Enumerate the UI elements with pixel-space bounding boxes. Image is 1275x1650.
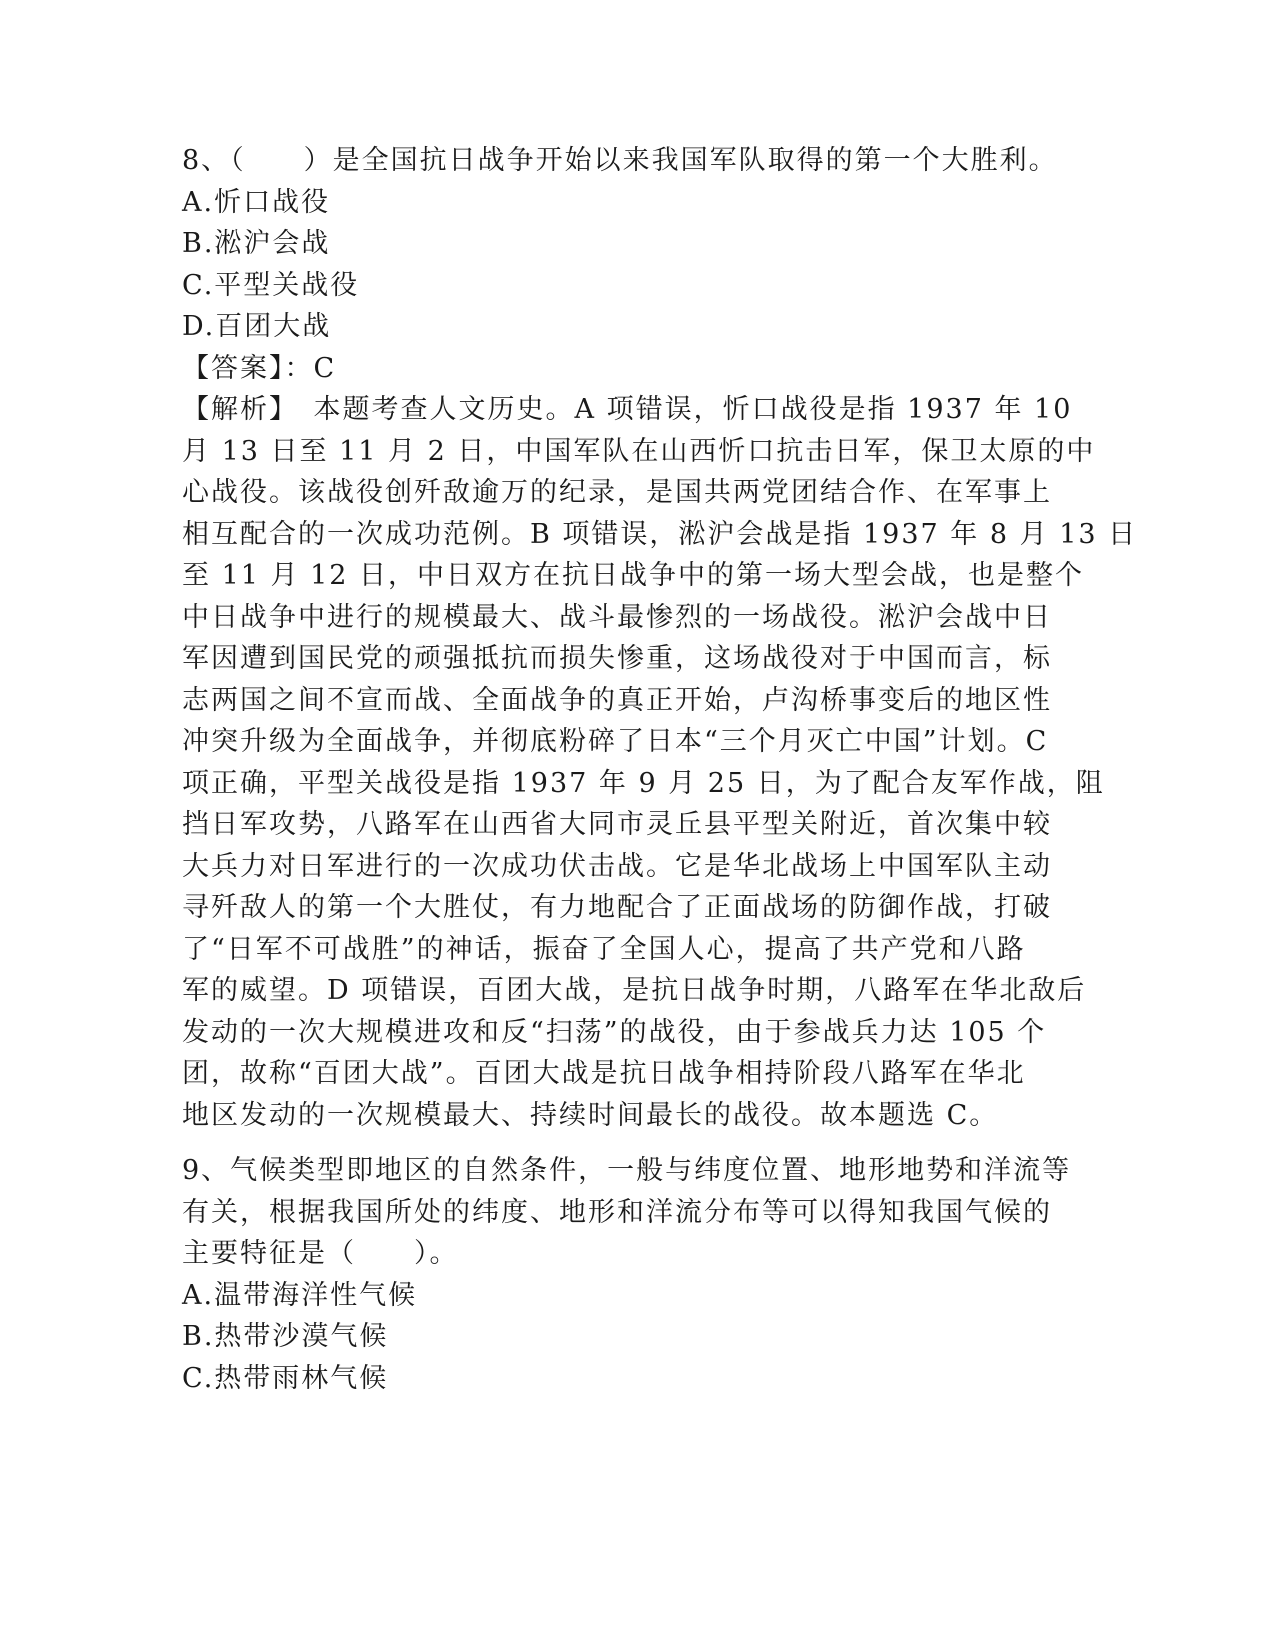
analysis-line: 月 13 日至 11 月 2 日，中国军队在山西忻口抗击日军，保卫太原的中 [182,435,1096,467]
analysis-line: 大兵力对日军进行的一次成功伏击战。它是华北战场上中国军队主动 [182,850,1052,882]
analysis-line: 团，故称“百团大战”。百团大战是抗日战争相持阶段八路军在华北 [182,1058,1026,1089]
analysis-line: 冲突升级为全面战争，并彻底粉碎了日本“三个月灭亡中国”计划。C [182,726,1049,757]
analysis-line: 军的威望。D 项错误，百团大战，是抗日战争时期，八路军在华北敌后 [182,975,1087,1006]
analysis-line: 地区发动的一次规模最大、持续时间最长的战役。故本题选 C。 [182,1099,999,1131]
question-stem-line: 主要特征是（ ）。 [182,1238,459,1269]
question-8 [182,140,1138,1136]
document-page [182,140,1138,1399]
option-c: C.热带雨林气候 [182,1362,389,1394]
analysis-line: 项正确，平型关战役是指 1937 年 9 月 25 日，为了配合友军作战，阻 [182,767,1105,799]
analysis-line: 心战役。该战役创歼敌逾万的纪录，是国共两党团结合作、在军事上 [182,477,1052,508]
option-a: A.温带海洋性气候 [182,1279,418,1311]
analysis-line: 志两国之间不宣而战、全面战争的真正开始，卢沟桥事变后的地区性 [182,684,1052,716]
question-stem-line: 9、气候类型即地区的自然条件，一般与纬度位置、地形地势和洋流等 [182,1155,1072,1186]
analysis-line: 发动的一次大规模进攻和反“扫荡”的战役，由于参战兵力达 105 个 [182,1016,1047,1048]
answer-line: 【答案】：C [182,352,337,384]
option-c: C.平型关战役 [182,269,360,301]
question-stem: 8、（ ）是全国抗日战争开始以来我国军队取得的第一个大胜利。 [182,145,1058,176]
analysis-line: 至 11 月 12 日，中日双方在抗日战争中的第一场大型会战，也是整个 [182,560,1085,591]
analysis-line: 军因遭到国民党的顽强抵抗而损失惨重，这场战役对于中国而言，标 [182,643,1052,674]
question-stem-line: 有关，根据我国所处的纬度、地形和洋流分布等可以得知我国气候的 [182,1196,1052,1228]
analysis-line: 寻歼敌人的第一个大胜仗，有力地配合了正面战场的防御作战，打破 [182,892,1052,923]
analysis-line: 了“日军不可战胜”的神话，振奋了全国人心，提高了共产党和八路 [182,933,1026,965]
option-d: D.百团大战 [182,311,332,342]
analysis-paragraph [182,389,1138,1136]
option-b: B.热带沙漠气候 [182,1321,389,1352]
analysis-line: 中日战争中进行的规模最大、战斗最惨烈的一场战役。淞沪会战中日 [182,601,1052,633]
analysis-line: 挡日军攻势，八路军在山西省大同市灵丘县平型关附近，首次集中较 [182,809,1052,840]
analysis-line: 【解析】 本题考查人文历史。A 项错误，忻口战役是指 1937 年 10 [182,394,1073,425]
analysis-line: 相互配合的一次成功范例。B 项错误，淞沪会战是指 1937 年 8 月 13 日 [182,518,1138,550]
question-9 [182,1150,1072,1399]
option-b: B.淞沪会战 [182,228,331,259]
option-a: A.忻口战役 [182,186,331,218]
